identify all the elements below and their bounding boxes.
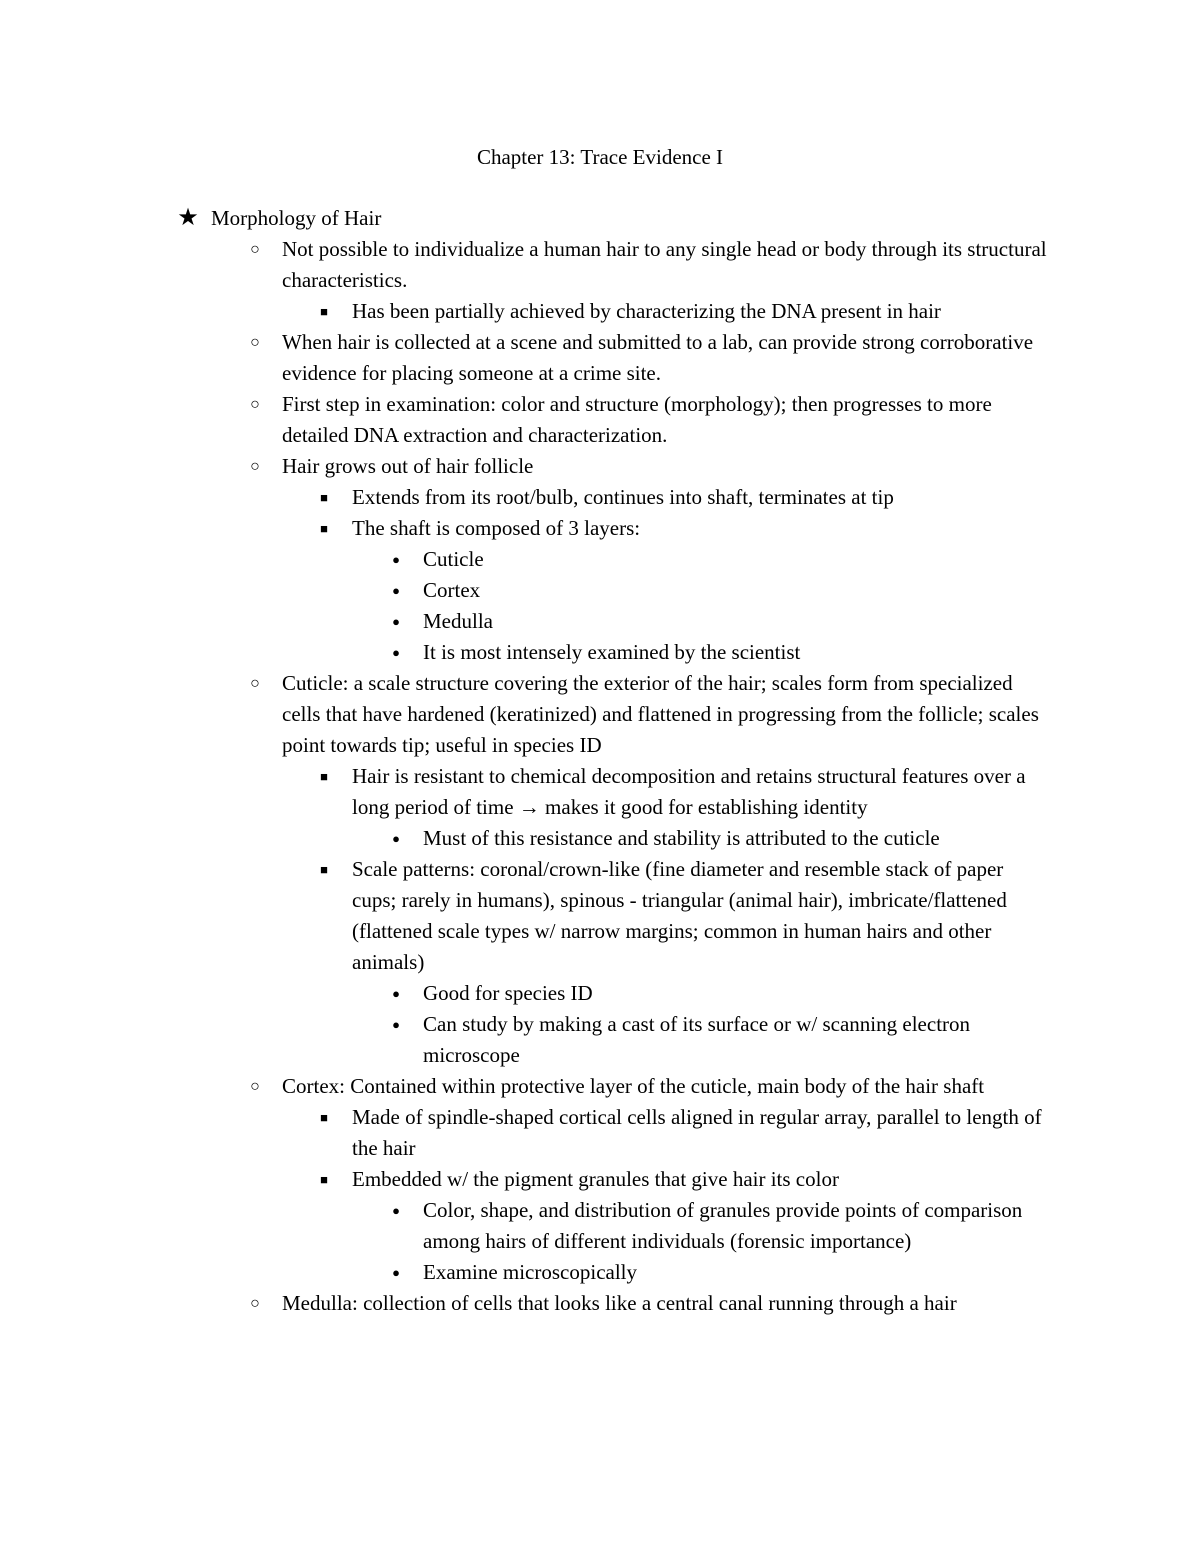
list-item [0, 482, 1200, 513]
list-item [0, 1257, 1200, 1288]
list-item [0, 451, 1200, 482]
list-item-text: When hair is collected at a scene and submitted to a lab, can provide strong corroborative evidence for placing someone at a crime site. [282, 330, 1034, 385]
disc-bullet-icon: ● [392, 552, 400, 567]
list-item-text: Color, shape, and distribution of granules provide points of comparison among hairs of different individuals (forensic importance) [423, 1198, 1023, 1253]
list-item-text: Cuticle [423, 547, 484, 571]
circle-bullet-icon: ○ [250, 1295, 260, 1312]
list-item [0, 978, 1200, 1009]
list-item [0, 389, 1200, 451]
list-item [0, 1102, 1200, 1164]
list-item-text: Hair is resistant to chemical decomposition and retains structural features over a long period of time → makes it good for establishing identity [352, 764, 1026, 819]
square-bullet-icon: ■ [320, 862, 328, 877]
list-item-text: Cuticle: a scale structure covering the exterior of the hair; scales form from specialized cells that have hardened (keratinized) and flattened in progressing from the follicle; scales point towards tip; useful in species ID [282, 671, 1039, 757]
list-item [0, 575, 1200, 606]
circle-bullet-icon: ○ [250, 396, 260, 413]
list-item [0, 761, 1200, 823]
list-item-text: Has been partially achieved by characterizing the DNA present in hair [352, 299, 941, 323]
list-item-text: Hair grows out of hair follicle [282, 454, 534, 478]
circle-bullet-icon: ○ [250, 675, 260, 692]
square-bullet-icon: ■ [320, 1110, 328, 1125]
list-item-text: Embedded w/ the pigment granules that give hair its color [352, 1167, 839, 1191]
list-item-text: Can study by making a cast of its surface or w/ scanning electron microscope [423, 1012, 971, 1067]
list-item-text: Cortex [423, 578, 481, 602]
list-item-text: Morphology of Hair [211, 206, 382, 230]
list-item [0, 668, 1200, 761]
list-item [0, 513, 1200, 544]
square-bullet-icon: ■ [320, 769, 328, 784]
list-item [0, 544, 1200, 575]
list-item [0, 327, 1200, 389]
list-item [0, 823, 1200, 854]
circle-bullet-icon: ○ [250, 458, 260, 475]
list-item-text: Examine microscopically [423, 1260, 638, 1284]
list-item-text: Must of this resistance and stability is attributed to the cuticle [423, 826, 940, 850]
disc-bullet-icon: ● [392, 645, 400, 660]
disc-bullet-icon: ● [392, 1017, 400, 1032]
notes-outline [0, 203, 1200, 1319]
list-item-text: The shaft is composed of 3 layers: [352, 516, 641, 540]
list-item-text: Not possible to individualize a human hair to any single head or body through its structural characteristics. [282, 237, 1047, 292]
list-item [0, 1009, 1200, 1071]
page-title: Chapter 13: Trace Evidence I [476, 145, 724, 169]
list-item [0, 1288, 1200, 1319]
list-item [0, 234, 1200, 296]
list-item [0, 606, 1200, 637]
disc-bullet-icon: ● [392, 583, 400, 598]
list-item [0, 1164, 1200, 1195]
square-bullet-icon: ■ [320, 521, 328, 536]
list-item-text: Cortex: Contained within protective layer of the cuticle, main body of the hair shaft [282, 1074, 985, 1098]
disc-bullet-icon: ● [392, 986, 400, 1001]
list-item [0, 296, 1200, 327]
list-item-text: First step in examination: color and structure (morphology); then progresses to more detailed DNA extraction and characterization. [282, 392, 992, 447]
list-item-text: Made of spindle-shaped cortical cells aligned in regular array, parallel to length of the hair [352, 1105, 1042, 1160]
circle-bullet-icon: ○ [250, 334, 260, 351]
square-bullet-icon: ■ [320, 1172, 328, 1187]
list-item [0, 1195, 1200, 1257]
list-item [0, 637, 1200, 668]
section-heading [0, 203, 1200, 234]
star-bullet-icon: ★ [177, 205, 199, 231]
square-bullet-icon: ■ [320, 490, 328, 505]
list-item-text: Scale patterns: coronal/crown-like (fine diameter and resemble stack of paper cups; rarely in humans), spinous - triangular (animal hair), imbricate/flattened (flattened scale types w/ narrow margins; common in human hairs and other animals) [352, 857, 1007, 974]
list-item [0, 1071, 1200, 1102]
list-item-text: Good for species ID [423, 981, 593, 1005]
circle-bullet-icon: ○ [250, 241, 260, 258]
list-item-text: Medulla [423, 609, 493, 633]
disc-bullet-icon: ● [392, 831, 400, 846]
list-item-text: It is most intensely examined by the scientist [423, 640, 801, 664]
disc-bullet-icon: ● [392, 1203, 400, 1218]
disc-bullet-icon: ● [392, 1265, 400, 1280]
square-bullet-icon: ■ [320, 304, 328, 319]
list-item [0, 854, 1200, 978]
circle-bullet-icon: ○ [250, 1078, 260, 1095]
list-item-text: Medulla: collection of cells that looks like a central canal running through a hair [282, 1291, 957, 1315]
list-item-text: Extends from its root/bulb, continues into shaft, terminates at tip [352, 485, 894, 509]
disc-bullet-icon: ● [392, 614, 400, 629]
